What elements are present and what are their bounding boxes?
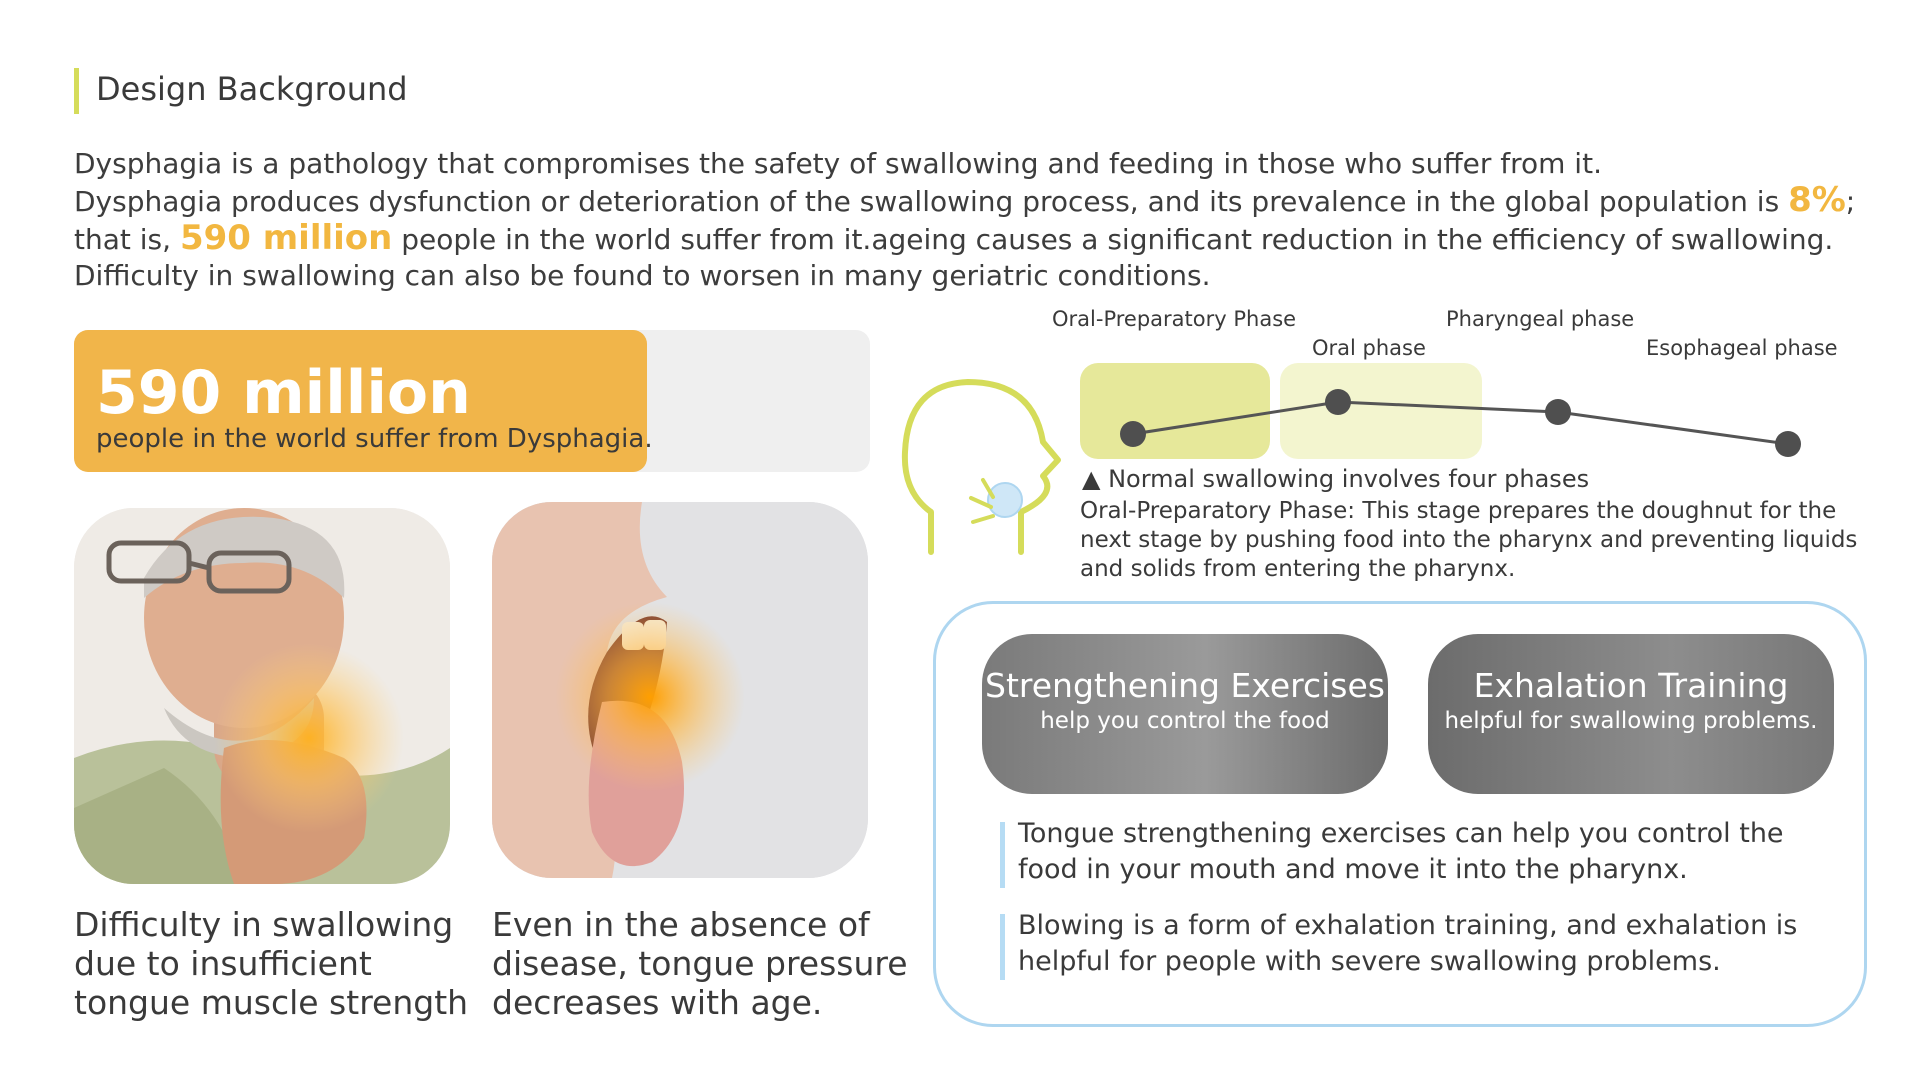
phase-label-esophageal: Esophageal phase — [1646, 336, 1838, 360]
intro-line-2-text: Dysphagia produces dysfunction or deterioration of the swallowing process, and its prevalence in the global population is — [74, 185, 1789, 218]
intro-line-1: Dysphagia is a pathology that compromises the safety of swallowing and feeding in those who suffer from it. — [74, 147, 1602, 180]
stat-description: people in the world suffer from Dysphagia. — [96, 424, 653, 454]
heading-accent-bar — [74, 68, 79, 114]
phase-label-oral-preparatory: Oral-Preparatory Phase — [1052, 307, 1297, 331]
phase-node-3 — [1545, 399, 1571, 425]
point-accent-bar — [1000, 914, 1005, 980]
card-subtitle: helpful for swallowing problems. — [1444, 708, 1818, 734]
intro-line-3 — [74, 220, 1854, 258]
section-title: Design Background — [96, 70, 408, 108]
phase-node-1 — [1120, 421, 1146, 447]
oral-zone — [1280, 363, 1482, 459]
intro-line-3-start: that is, — [74, 223, 180, 256]
right-photo-caption: Even in the absence of disease, tongue pressure decreases with age. — [492, 905, 908, 1022]
phase-node-4 — [1775, 431, 1801, 457]
left-photo-caption: Difficulty in swallowing due to insufficient tongue muscle strength — [74, 905, 469, 1022]
training-point-2: Blowing is a form of exhalation training, and exhalation is helpful for people with severe swallowing problems. — [1018, 910, 1798, 977]
stat-value: 590 million — [96, 358, 471, 428]
training-point-1: Tongue strengthening exercises can help you control the food in your mouth and move it into the pharynx. — [1018, 818, 1784, 885]
intro-line-3-text: people in the world suffer from it.ageing causes a significant reduction in the efficiency of swallowing. — [392, 223, 1834, 256]
head-profile-icon — [893, 372, 1073, 562]
phase-note: ▲ Normal swallowing involves four phases — [1082, 465, 1590, 493]
phase-description: Oral-Preparatory Phase: This stage prepares the doughnut for the next stage by pushing food into the pharynx and preventing liquids and solids from entering the pharynx. — [1080, 498, 1858, 582]
phase-label-pharyngeal: Pharyngeal phase — [1446, 307, 1635, 331]
card-subtitle: help you control the food — [1040, 708, 1330, 734]
point-accent-bar — [1000, 822, 1005, 888]
strengthening-exercises-card — [982, 634, 1388, 794]
exhalation-training-card — [1428, 634, 1834, 794]
population-highlight: 590 million — [179, 218, 393, 258]
prevalence-highlight: 8% — [1788, 180, 1846, 220]
intro-line-4: Difficulty in swallowing can also be found to worsen in many geriatric conditions. — [74, 259, 1211, 292]
intro-paragraph — [74, 146, 1854, 294]
oral-preparatory-zone — [1080, 363, 1270, 459]
phase-label-oral: Oral phase — [1312, 336, 1426, 360]
card-title: Exhalation Training — [1473, 666, 1789, 705]
open-mouth-photo — [492, 502, 868, 878]
swallow-phase-diagram — [1070, 360, 1810, 470]
intro-line-2 — [74, 182, 1854, 220]
elderly-man-photo — [74, 508, 450, 884]
phase-node-2 — [1325, 389, 1351, 415]
intro-line-2-end: ; — [1845, 185, 1856, 218]
card-title: Strengthening Exercises — [985, 666, 1385, 705]
